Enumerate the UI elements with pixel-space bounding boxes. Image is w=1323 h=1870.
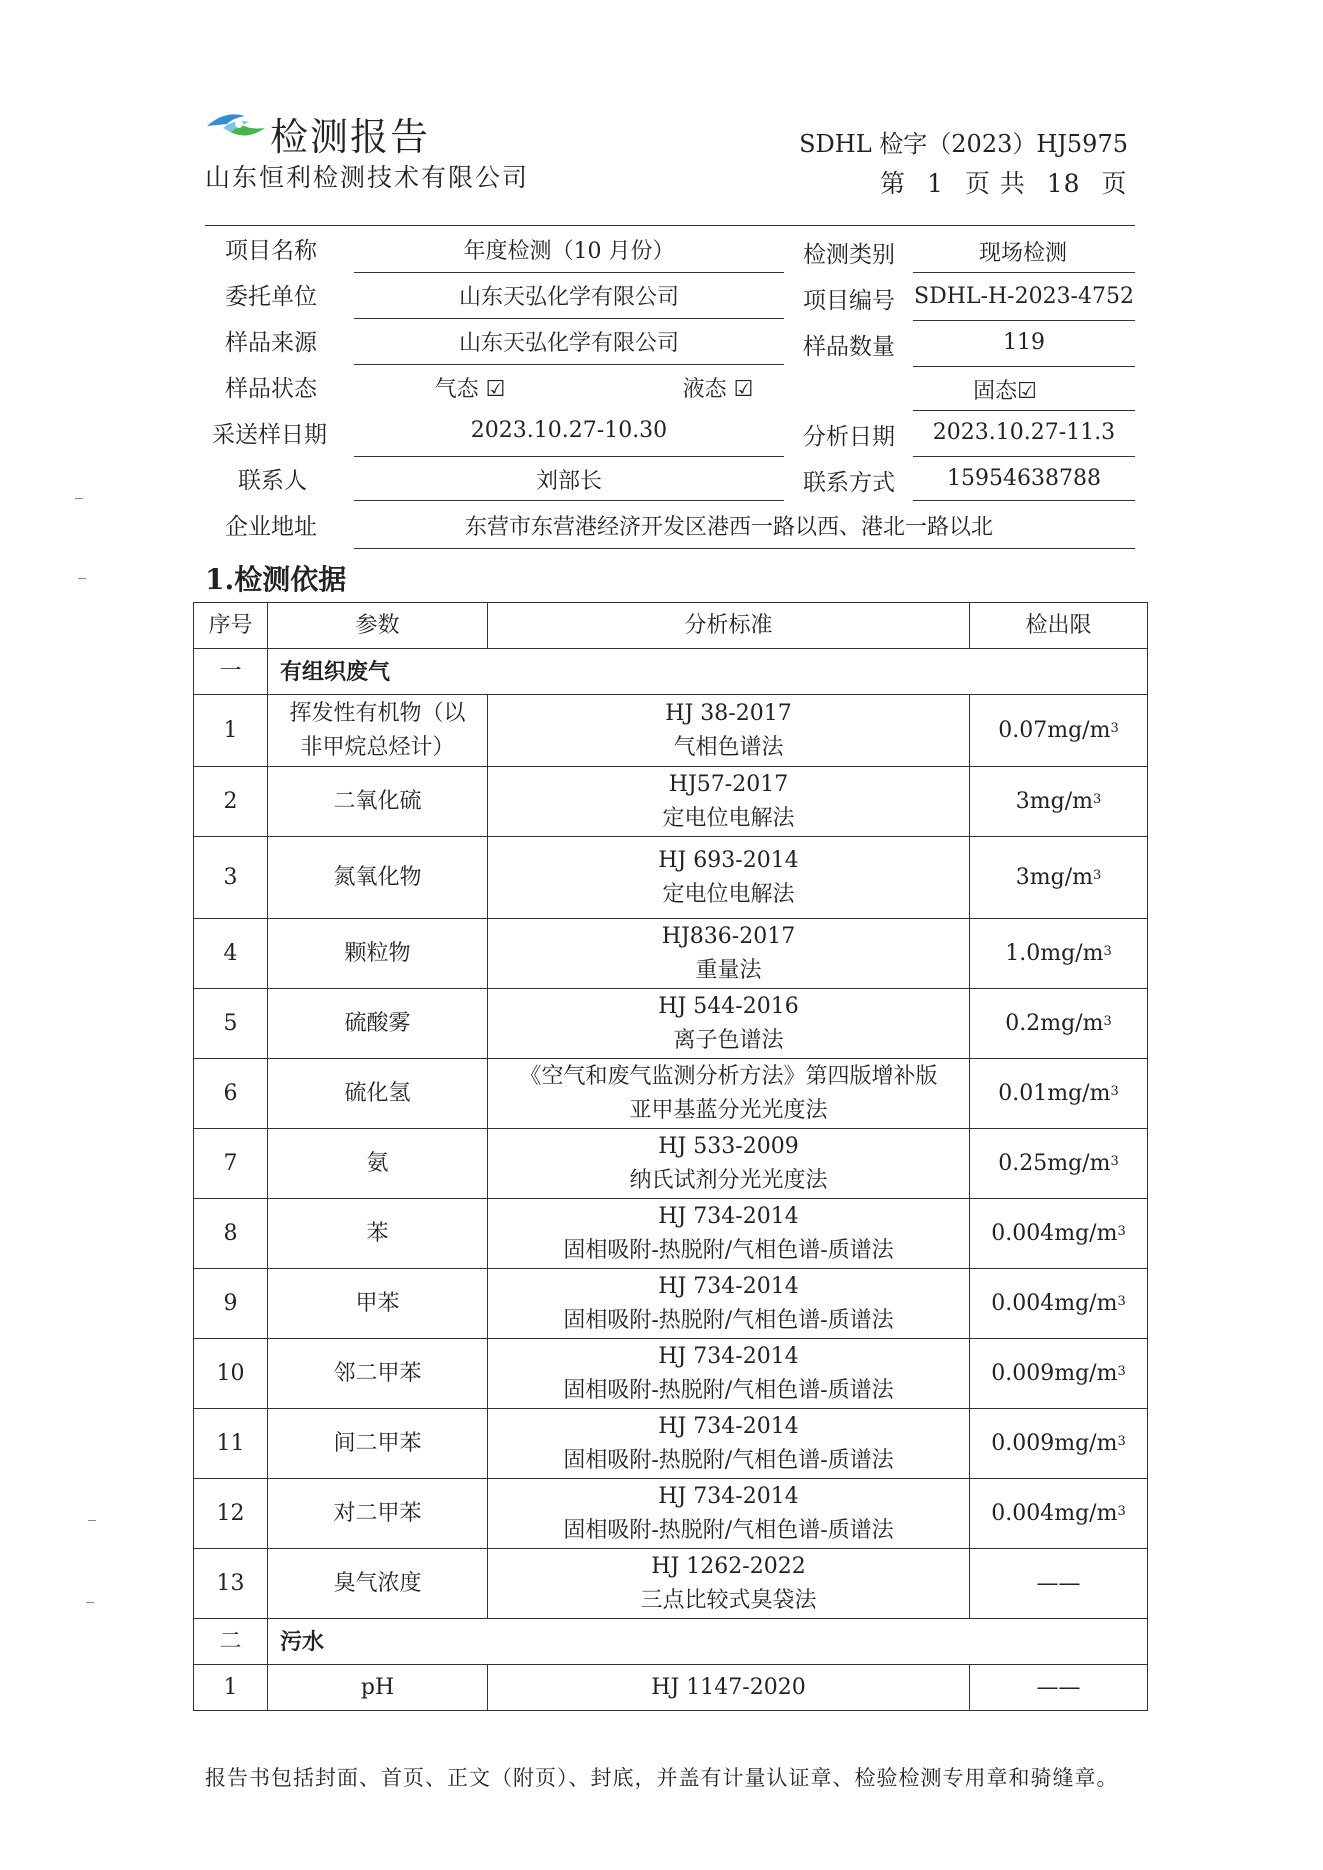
underline: [913, 410, 1135, 411]
project-no-label: 项目编号: [803, 288, 895, 314]
row-limit: 0.004mg/m: [991, 1220, 1118, 1246]
row-limit: 0.07mg/m: [998, 717, 1111, 743]
row-param: 氮氧化物: [333, 864, 422, 890]
row-limit-cell: [970, 837, 1148, 919]
underline: [354, 272, 784, 273]
row-param: 臭气浓度: [333, 1570, 422, 1596]
row-standard-cell: [488, 1549, 970, 1619]
row-limit-cell: [970, 919, 1148, 989]
row-standard: HJ 734-2014: [658, 1483, 799, 1509]
contact-label: 联系人: [238, 468, 307, 494]
row-no: 4: [194, 919, 268, 989]
row-no: 6: [194, 1059, 268, 1129]
client-value: 山东天弘化学有限公司: [458, 285, 679, 310]
row-param-line: 挥发性有机物（以: [289, 700, 466, 726]
address-value: 东营市东营港经济开发区港西一路以西、港北一路以北: [464, 515, 993, 540]
table-row: [194, 919, 1148, 989]
row-param: 颗粒物: [344, 940, 411, 966]
category-no: 一: [194, 649, 268, 695]
row-limit: 0.004mg/m: [991, 1290, 1118, 1316]
row-limit-cell: [970, 1549, 1148, 1619]
scan-mark: [88, 1520, 96, 1521]
row-limit: 3mg/m: [1015, 864, 1093, 890]
header-divider: [205, 225, 1135, 226]
row-limit-cell: [970, 1409, 1148, 1479]
test-type-value: 现场检测: [978, 241, 1067, 266]
row-no: 13: [194, 1549, 268, 1619]
row-standard-cell: [488, 1479, 970, 1549]
row-method: 气相色谱法: [673, 734, 784, 760]
row-limit-sup: 3: [1117, 1503, 1126, 1519]
scan-mark: [86, 1602, 94, 1603]
table-row: [194, 695, 1148, 767]
row-param: 对二甲苯: [333, 1500, 422, 1526]
row-standard: 《空气和废气监测分析方法》第四版增补版: [519, 1063, 938, 1089]
row-limit: 0.004mg/m: [991, 1500, 1118, 1526]
row-limit: 0.2mg/m: [1005, 1010, 1104, 1036]
header-cell: 检出限: [970, 603, 1148, 649]
row-param: 苯: [366, 1220, 389, 1246]
row-limit-sup: 3: [1117, 1433, 1126, 1449]
row-standard: HJ 693-2014: [658, 847, 799, 873]
row-limit-sup: 3: [1092, 791, 1102, 807]
row-limit-sup: 3: [1110, 1153, 1119, 1169]
row-param: 间二甲苯: [333, 1430, 422, 1456]
row-standard-cell: [488, 1409, 970, 1479]
row-no: 8: [194, 1199, 268, 1269]
table-header-row: [194, 603, 1148, 649]
row-standard: HJ 734-2014: [658, 1273, 799, 1299]
table-row: [194, 1479, 1148, 1549]
row-no: 9: [194, 1269, 268, 1339]
row-standard-cell: [488, 1199, 970, 1269]
row-standard: HJ 734-2014: [658, 1413, 799, 1439]
row-standard-cell: [488, 1059, 970, 1129]
table-row: [194, 1129, 1148, 1199]
row-standard: HJ 734-2014: [658, 1203, 799, 1229]
row-no: 3: [194, 837, 268, 919]
state-solid: 固态☑: [973, 379, 1037, 404]
row-limit-sup: 3: [1117, 1363, 1126, 1379]
row-param-line: 非甲烷总烃计）: [300, 734, 455, 760]
underline: [354, 548, 1135, 549]
row-param-cell: [268, 919, 488, 989]
row-limit: 0.009mg/m: [991, 1360, 1118, 1386]
category-name: 污水: [268, 1619, 1148, 1665]
row-standard: HJ 533-2009: [658, 1133, 799, 1159]
project-name-label: 项目名称: [225, 238, 317, 264]
row-no: 10: [194, 1339, 268, 1409]
analysis-date-label: 分析日期: [803, 424, 895, 450]
project-name-value: 年度检测（10 月份）: [463, 239, 675, 264]
row-limit-sup: 3: [1117, 1223, 1126, 1239]
row-limit: 3mg/m: [1015, 788, 1093, 814]
row-param-cell: [268, 1479, 488, 1549]
underline: [354, 318, 784, 319]
row-limit-cell: [970, 1199, 1148, 1269]
row-standard: HJ57-2017: [668, 771, 789, 797]
row-limit-sup: 3: [1110, 1083, 1119, 1099]
table-row: [194, 837, 1148, 919]
row-limit-cell: [970, 1269, 1148, 1339]
row-standard-cell: [488, 837, 970, 919]
table-row: [194, 1199, 1148, 1269]
state-liquid: 液态 ☑: [682, 377, 754, 402]
row-limit: ——: [970, 1665, 1148, 1711]
phone-label: 联系方式: [803, 470, 895, 496]
row-method: 亚甲基蓝分光光度法: [629, 1097, 828, 1123]
underline: [913, 320, 1135, 321]
row-standard-cell: [488, 1339, 970, 1409]
row-no: 2: [194, 767, 268, 837]
row-method: 固相吸附-热脱附/气相色谱-质谱法: [563, 1237, 894, 1263]
row-standard-cell: [488, 989, 970, 1059]
row-no: 11: [194, 1409, 268, 1479]
row-param-cell: [268, 1549, 488, 1619]
table-row: [194, 1409, 1148, 1479]
company-logo-icon: [205, 108, 267, 142]
row-standard-cell: [488, 919, 970, 989]
row-param-cell: [268, 767, 488, 837]
row-param-cell: [268, 1129, 488, 1199]
row-method: 纳氏试剂分光光度法: [629, 1167, 828, 1193]
row-limit-cell: [970, 989, 1148, 1059]
table-row: [194, 1665, 1148, 1711]
sample-count-label: 样品数量: [803, 334, 895, 360]
row-no: 1: [194, 695, 268, 767]
row-method: 重量法: [695, 957, 762, 983]
client-label: 委托单位: [225, 284, 317, 310]
row-method: 定电位电解法: [662, 881, 795, 907]
report-footer-note: 报告书包括封面、首页、正文（附页）、封底，并盖有计量认证章、检验检测专用章和骑缝章。: [205, 1766, 1119, 1790]
report-number: SDHL 检字（2023）HJ5975: [799, 130, 1128, 158]
row-method: 固相吸附-热脱附/气相色谱-质谱法: [563, 1377, 894, 1403]
underline: [354, 364, 784, 365]
row-param-cell: [268, 1269, 488, 1339]
contact-value: 刘部长: [535, 469, 602, 494]
sample-source-value: 山东天弘化学有限公司: [458, 331, 679, 356]
row-limit: 1.0mg/m: [1005, 940, 1104, 966]
row-no: 1: [194, 1665, 268, 1711]
header-cell: 参数: [268, 603, 488, 649]
row-standard-cell: [488, 767, 970, 837]
row-method: 定电位电解法: [662, 805, 795, 831]
row-no: 7: [194, 1129, 268, 1199]
row-limit-sup: 3: [1117, 1293, 1126, 1309]
row-param: 硫酸雾: [344, 1010, 411, 1036]
row-standard-cell: [488, 1129, 970, 1199]
category-row: [194, 1619, 1148, 1665]
row-param: 邻二甲苯: [333, 1360, 422, 1386]
row-limit: 0.01mg/m: [998, 1080, 1111, 1106]
table-row: [194, 1549, 1148, 1619]
underline: [913, 366, 1135, 367]
scan-mark: [78, 578, 86, 579]
scan-mark: [75, 498, 83, 499]
row-limit: ——: [1036, 1570, 1081, 1596]
analysis-date-value: 2023.10.27-11.3: [932, 420, 1116, 445]
row-standard-cell: [488, 1269, 970, 1339]
row-param: 二氧化硫: [333, 788, 422, 814]
row-no: 12: [194, 1479, 268, 1549]
project-no-value: SDHL-H-2023-4752: [914, 284, 1134, 309]
underline: [354, 500, 784, 501]
table-row: [194, 1339, 1148, 1409]
row-limit-cell: [970, 1129, 1148, 1199]
table-row: [194, 767, 1148, 837]
detection-basis-table: [193, 602, 1148, 1711]
row-param: 甲苯: [355, 1290, 400, 1316]
row-param-cell: [268, 1409, 488, 1479]
underline: [913, 456, 1135, 457]
row-method: 固相吸附-热脱附/气相色谱-质谱法: [563, 1517, 894, 1543]
row-param-cell: [268, 837, 488, 919]
table-row: [194, 1059, 1148, 1129]
row-limit: 0.009mg/m: [991, 1430, 1118, 1456]
header-cell: 序号: [194, 603, 268, 649]
row-no: 5: [194, 989, 268, 1059]
row-param-cell: [268, 989, 488, 1059]
underline: [913, 500, 1135, 501]
page-mid: 页 共: [964, 169, 1026, 198]
category-name: 有组织废气: [268, 649, 1148, 695]
sample-source-label: 样品来源: [225, 330, 317, 356]
section-heading: 1.检测依据: [205, 563, 347, 596]
row-standard-cell: [488, 695, 970, 767]
report-title: 检测报告: [270, 115, 431, 159]
row-standard: HJ 734-2014: [658, 1343, 799, 1369]
row-param: pH: [268, 1665, 488, 1711]
row-limit: 0.25mg/m: [998, 1150, 1111, 1176]
row-limit-cell: [970, 695, 1148, 767]
row-limit-cell: [970, 767, 1148, 837]
address-label: 企业地址: [225, 514, 317, 540]
table-row: [194, 989, 1148, 1059]
sampling-date-value: 2023.10.27-10.30: [470, 418, 668, 443]
page-total: 18: [1046, 169, 1081, 198]
row-param-cell: [268, 1339, 488, 1409]
table-row: [194, 1269, 1148, 1339]
page-suffix: 页: [1101, 169, 1128, 198]
company-name: 山东恒利检测技术有限公司: [205, 163, 530, 192]
underline: [913, 272, 1135, 273]
row-method: 离子色谱法: [673, 1027, 784, 1053]
row-standard: HJ836-2017: [661, 923, 796, 949]
row-limit-cell: [970, 1059, 1148, 1129]
row-param: 氨: [366, 1150, 389, 1176]
underline: [354, 456, 784, 457]
row-standard: HJ 38-2017: [665, 700, 792, 726]
row-limit-sup: 3: [1103, 1013, 1112, 1029]
sample-count-value: 119: [1003, 330, 1045, 355]
sample-state-label: 样品状态: [225, 376, 317, 402]
state-gas: 气态 ☑: [434, 377, 506, 402]
row-param-cell: [268, 1059, 488, 1129]
page-current: 1: [926, 169, 944, 198]
row-limit-sup: 3: [1103, 943, 1112, 959]
sampling-date-label: 采送样日期: [212, 422, 327, 448]
row-method: 三点比较式臭袋法: [640, 1587, 817, 1613]
row-standard: HJ 1147-2020: [488, 1665, 970, 1711]
row-method: 固相吸附-热脱附/气相色谱-质谱法: [563, 1307, 894, 1333]
category-row: [194, 649, 1148, 695]
header-cell: 分析标准: [488, 603, 970, 649]
row-param-cell: [268, 1199, 488, 1269]
phone-value: 15954638788: [947, 466, 1101, 491]
page-prefix: 第: [880, 169, 907, 198]
test-type-label: 检测类别: [803, 242, 895, 268]
row-standard: HJ 1262-2022: [651, 1553, 806, 1579]
row-method: 固相吸附-热脱附/气相色谱-质谱法: [563, 1447, 894, 1473]
row-param: 硫化氢: [344, 1080, 411, 1106]
row-param-cell: [268, 695, 488, 767]
page-indicator: [880, 164, 1128, 200]
row-standard: HJ 544-2016: [658, 993, 799, 1019]
row-limit-cell: [970, 1339, 1148, 1409]
row-limit-sup: 3: [1092, 867, 1102, 883]
row-limit-cell: [970, 1479, 1148, 1549]
category-no: 二: [194, 1619, 268, 1665]
row-limit-sup: 3: [1110, 720, 1119, 736]
